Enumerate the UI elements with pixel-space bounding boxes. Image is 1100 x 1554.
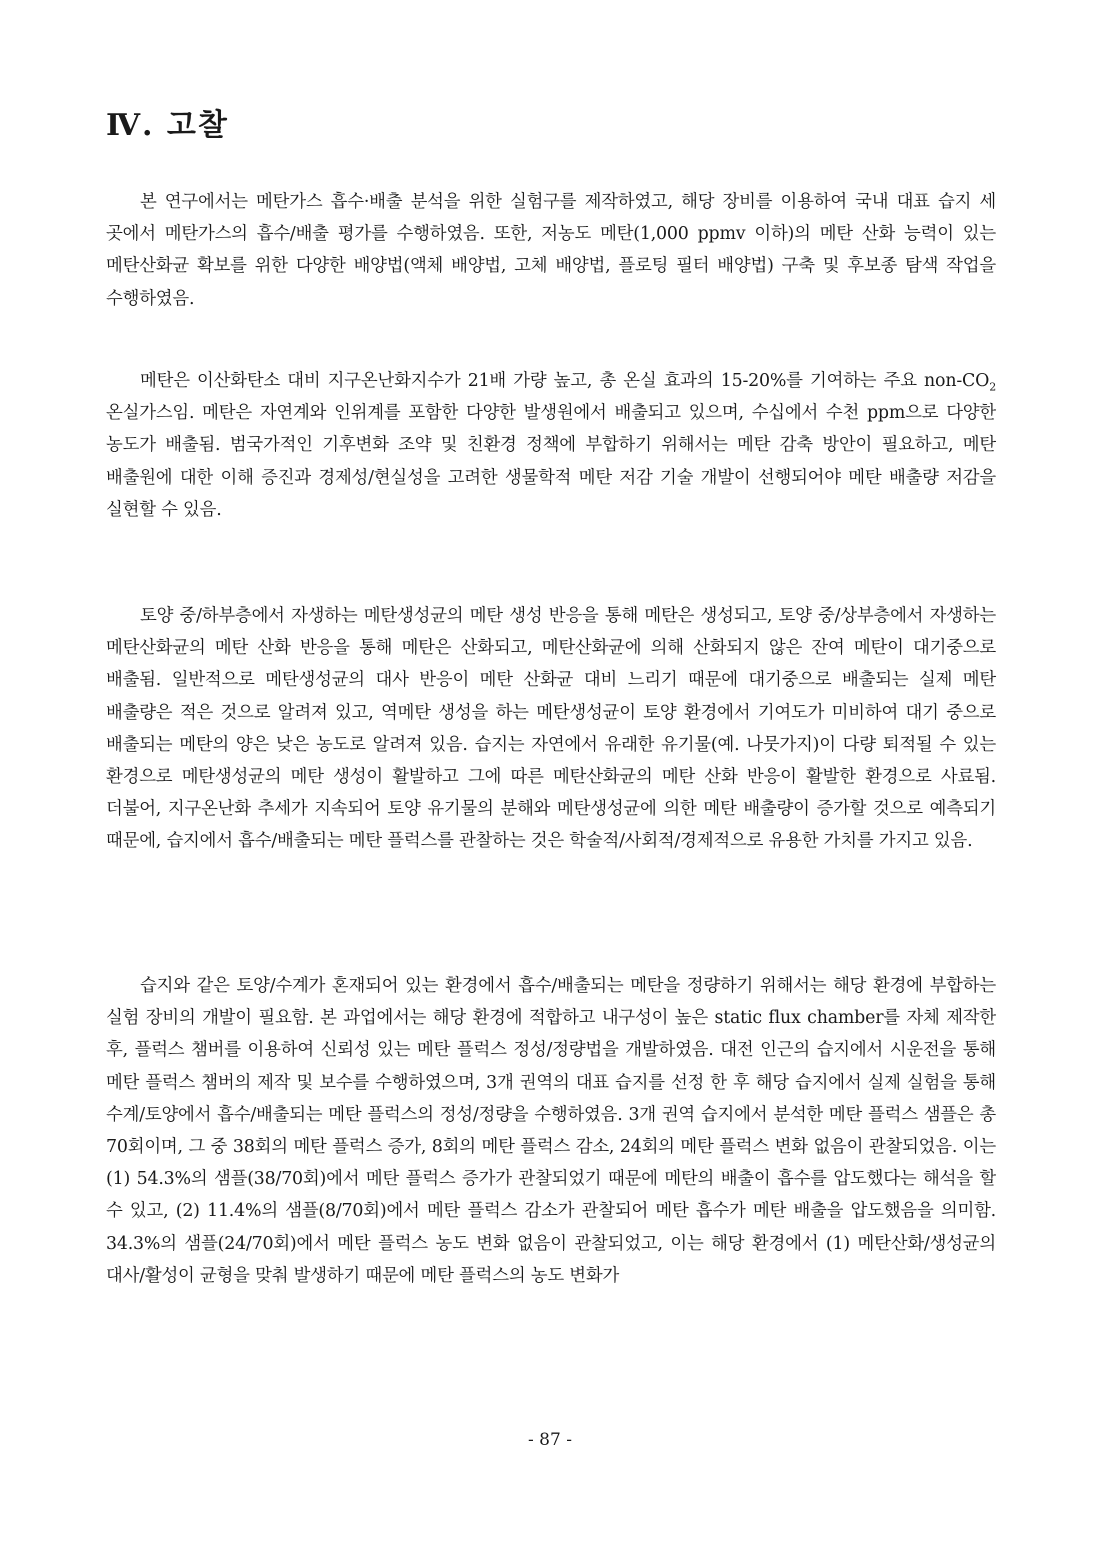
- paragraph-2-text-end: 온실가스임. 메탄은 자연계와 인위계를 포함한 다양한 발생원에서 배출되고 있으며, 수십에서 수천 ppm으로 다양한 농도가 배출됨. 범국가적인 기후변화 조약 및 친환경 정책에 부합하기 위해서는 메탄 감축 방안이 필요하고, 메탄 배출원에 대한 이해 증진과 경제성/현실성을 고려한 생물학적 메탄 저감 기술 개발이 선행되어야 메탄 배출량 저감을 실현할 수 있음.: [106, 403, 996, 520]
- page-number: - 87 -: [528, 1430, 572, 1450]
- paragraph-2: [106, 365, 996, 526]
- paragraph-2-text-start: 메탄은 이산화탄소 대비 지구온난화지수가 21배 가량 높고, 총 온실 효과의 15-20%를 기여하는 주요 non-CO: [140, 371, 990, 391]
- paragraph-1: 본 연구에서는 메탄가스 흡수·배출 분석을 위한 실험구를 제작하였고, 해당 장비를 이용하여 국내 대표 습지 세 곳에서 메탄가스의 흡수/배출 평가를 수행하였음. 또한, 저농도 메탄(1,000 ppmv 이하)의 메탄 산화 능력이 있는 메탄산화균 확보를 위한 다양한 배양법(액체 배양법, 고체 배양법, 플로팅 필터 배양법) 구축 및 후보종 탐색 작업을 수행하였음.: [106, 192, 996, 309]
- section-title: Ⅳ. 고찰: [106, 108, 229, 143]
- paragraph-3: 토양 중/하부층에서 자생하는 메탄생성균의 메탄 생성 반응을 통해 메탄은 생성되고, 토양 중/상부층에서 자생하는 메탄산화균의 메탄 산화 반응을 통해 메탄은 산화되고, 메탄산화균에 의해 산화되지 않은 잔여 메탄이 대기중으로 배출됨. 일반적으로 메탄생성균의 대사 반응이 메탄 산화균 대비 느리기 때문에 대기중으로 배출되는 실제 메탄 배출량은 적은 것으로 알려져 있고, 역메탄 생성을 하는 메탄생성균이 토양 환경에서 기여도가 미비하여 대기 중으로 배출되는 메탄의 양은 낮은 농도로 알려져 있음. 습지는 자연에서 유래한 유기물(예. 나뭇가지)이 다량 퇴적될 수 있는 환경으로 메탄생성균의 메탄 생성이 활발하고 그에 따른 메탄산화균의 메탄 산화 반응이 활발한 환경으로 사료됨. 더불어, 지구온난화 추세가 지속되어 토양 유기물의 분해와 메탄생성균에 의한 메탄 배출량이 증가할 것으로 예측되기 때문에, 습지에서 흡수/배출되는 메탄 플럭스를 관찰하는 것은 학술적/사회적/경제적으로 유용한 가치를 가지고 있음.: [106, 606, 996, 852]
- paragraph-4: 습지와 같은 토양/수계가 혼재되어 있는 환경에서 흡수/배출되는 메탄을 정량하기 위해서는 해당 환경에 부합하는 실험 장비의 개발이 필요함. 본 과업에서는 해당 환경에 적합하고 내구성이 높은 static flux chamber를 자체 제작한 후, 플럭스 챔버를 이용하여 신뢰성 있는 메탄 플럭스 정성/정량법을 개발하였음. 대전 인근의 습지에서 시운전을 통해 메탄 플럭스 챔버의 제작 및 보수를 수행하였으며, 3개 권역의 대표 습지를 선정 한 후 해당 습지에서 실제 실험을 통해 수계/토양에서 흡수/배출되는 메탄 플럭스의 정성/정량을 수행하였음. 3개 권역 습지에서 분석한 메탄 플럭스 샘플은 총 70회이며, 그 중 38회의 메탄 플럭스 증가, 8회의 메탄 플럭스 감소, 24회의 메탄 플럭스 변화 없음이 관찰되었음. 이는 (1) 54.3%의 샘플(38/70회)에서 메탄 플럭스 증가가 관찰되었기 때문에 메탄의 배출이 흡수를 압도했다는 해석을 할 수 있고, (2) 11.4%의 샘플(8/70회)에서 메탄 플럭스 감소가 관찰되어 메탄 흡수가 메탄 배출을 압도했음을 의미함. 34.3%의 샘플(24/70회)에서 메탄 플럭스 농도 변화 없음이 관찰되었고, 이는 해당 환경에서 (1) 메탄산화/생성균의 대사/활성이 균형을 맞춰 발생하기 때문에 메탄 플럭스의 농도 변화가: [106, 976, 996, 1286]
- co2-subscript: 2: [989, 380, 996, 394]
